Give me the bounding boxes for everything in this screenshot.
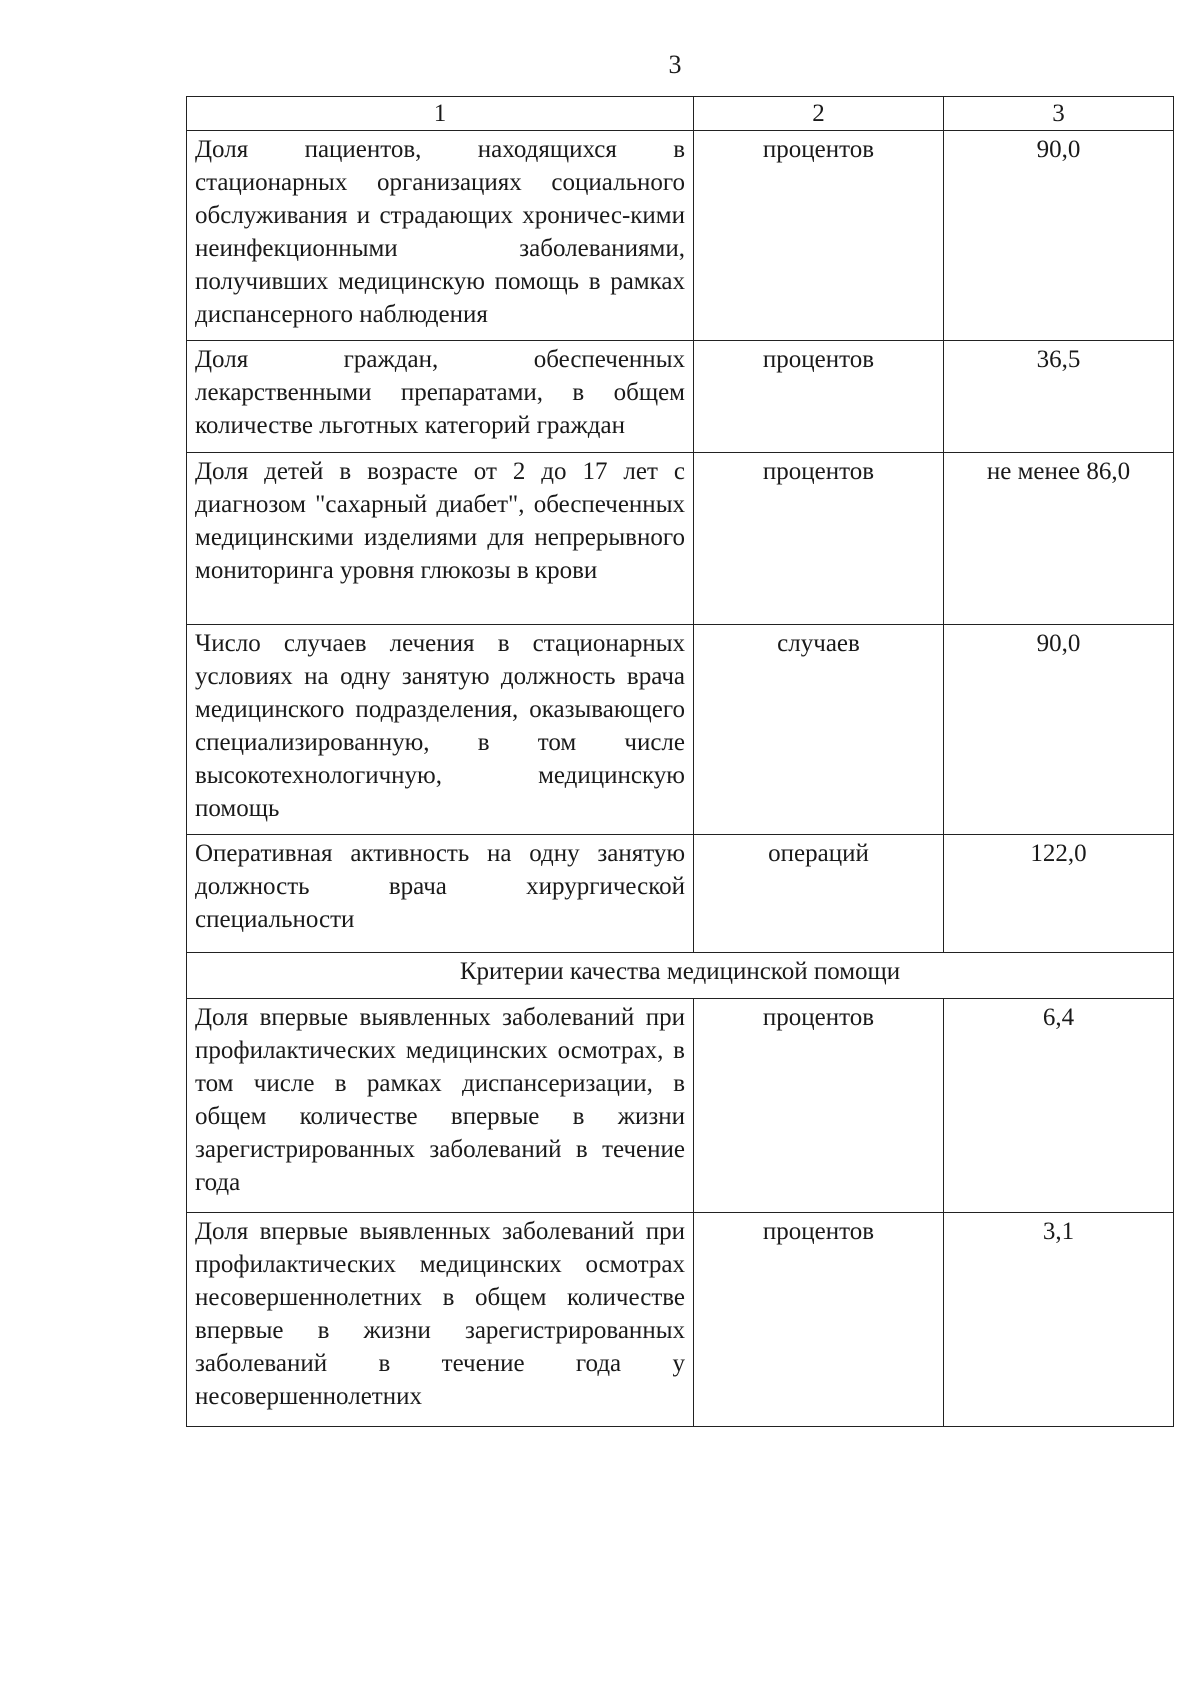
indicator-text: Число случаев лечения в стационарных условиях на одну занятую должность врача медицинского подразделения, оказывающего специализированную, в том числе высокотехнологичную, медицинскую помощь xyxy=(195,630,685,822)
table-row xyxy=(187,453,1174,625)
table-row xyxy=(187,131,1174,341)
column-header-1: 1 xyxy=(187,97,694,131)
table-row xyxy=(187,625,1174,835)
value-cell: 122,0 xyxy=(944,835,1174,953)
indicator-cell xyxy=(187,1213,694,1427)
unit-cell: процентов xyxy=(694,1213,944,1427)
indicator-text: Доля детей в возрасте от 2 до 17 лет с диагнозом "сахарный диабет", обеспеченных медицинскими изделиями для непрерывного мониторинга уровня глюкозы в крови xyxy=(195,458,685,584)
indicator-cell xyxy=(187,999,694,1213)
column-header-2: 2 xyxy=(694,97,944,131)
table-row xyxy=(187,341,1174,453)
value-cell: не менее 86,0 xyxy=(944,453,1174,625)
unit-cell: случаев xyxy=(694,625,944,835)
table-row xyxy=(187,999,1174,1213)
section-row xyxy=(187,953,1174,999)
indicator-cell xyxy=(187,341,694,453)
indicator-text: Доля впервые выявленных заболеваний при профилактических медицинских осмотрах, в том числе в рамках диспансеризации, в общем количестве впервые в жизни зарегистрированных заболеваний в течение года xyxy=(195,1004,685,1196)
column-header-3: 3 xyxy=(944,97,1174,131)
table-row xyxy=(187,835,1174,953)
indicator-cell xyxy=(187,625,694,835)
value-cell: 90,0 xyxy=(944,625,1174,835)
indicator-cell xyxy=(187,453,694,625)
unit-cell: операций xyxy=(694,835,944,953)
indicator-cell xyxy=(187,131,694,341)
unit-cell: процентов xyxy=(694,131,944,341)
indicator-text: Доля впервые выявленных заболеваний при профилактических медицинских осмотрах несовершеннолетних в общем количестве впервые в жизни зарегистрированных заболеваний в течение года у несовершеннолетних xyxy=(195,1218,685,1410)
page-number: 3 xyxy=(668,50,682,79)
unit-cell: процентов xyxy=(694,999,944,1213)
unit-cell: процентов xyxy=(694,341,944,453)
indicator-cell xyxy=(187,835,694,953)
value-cell: 36,5 xyxy=(944,341,1174,453)
value-cell: 90,0 xyxy=(944,131,1174,341)
indicator-text: Доля пациентов, находящихся в стационарных организациях социального обслуживания и страдающих хроничес-кими неинфекционными заболеваниями, получивших медицинскую помощь в рамках диспансерного наблюдения xyxy=(195,136,685,328)
indicator-text: Оперативная активность на одну занятую должность врача хирургической специальности xyxy=(195,840,685,933)
indicators-table xyxy=(186,96,1174,1427)
table-header-row xyxy=(187,97,1174,131)
table-row xyxy=(187,1213,1174,1427)
section-title: Критерии качества медицинской помощи xyxy=(187,953,1174,999)
value-cell: 3,1 xyxy=(944,1213,1174,1427)
value-cell: 6,4 xyxy=(944,999,1174,1213)
unit-cell: процентов xyxy=(694,453,944,625)
indicator-text: Доля граждан, обеспеченных лекарственными препаратами, в общем количестве льготных категорий граждан xyxy=(195,346,685,439)
